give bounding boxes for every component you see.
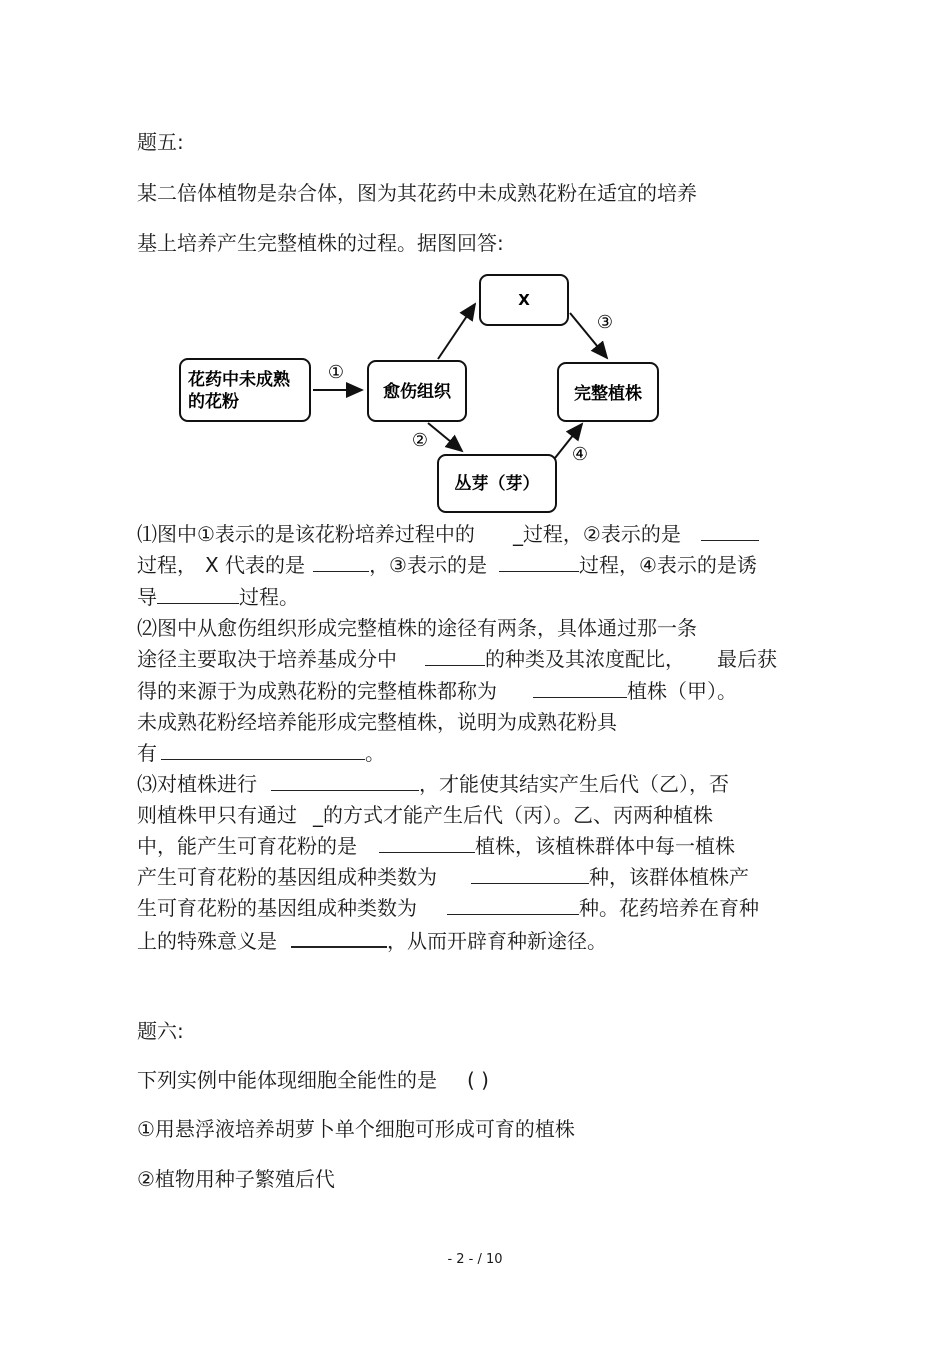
answer-blank[interactable] (271, 772, 419, 791)
answer-blank[interactable] (379, 834, 475, 853)
answer-parentheses[interactable]: ( ) (467, 1068, 489, 1092)
answer-blank[interactable] (701, 522, 759, 541)
answer-blank[interactable] (447, 896, 579, 915)
answer-blank[interactable] (471, 865, 589, 884)
question-6-title: 题六: (137, 1019, 184, 1043)
callus-label: 愈伤组织 (383, 382, 451, 402)
pollen-label-line1: 花药中未成熟 (188, 370, 290, 390)
option-2: ②植物用种子繁殖后代 (137, 1167, 335, 1191)
answer-blank[interactable] (499, 553, 579, 572)
part-2-line4: 未成熟花粉经培养能形成完整植株，说明为成熟花粉具 (137, 710, 617, 734)
question-5-title: 题五: (137, 130, 184, 154)
answer-blank[interactable] (161, 741, 365, 760)
pollen-label-line2: 的花粉 (188, 392, 239, 412)
part-1-line1: ⑴图中①表示的是该花粉培养过程中的 _过程，②表示的是 (137, 522, 759, 546)
part-2-line2: 途径主要取决于培养基成分中 的种类及其浓度配比， 最后获 (137, 647, 777, 671)
plant-label: 完整植株 (574, 384, 642, 404)
part-2-line3: 得的来源于为成熟花粉的完整植株都称为 植株（甲）。 (137, 679, 737, 703)
page-number: - 2 - / 10 (447, 1252, 503, 1267)
part-1-line2: 过程， X 代表的是 ，③表示的是 过程，④表示的是诱 (137, 553, 757, 577)
answer-blank[interactable] (157, 585, 239, 604)
part-2-line5: 有 。 (137, 741, 385, 765)
part-2-line1: ⑵图中从愈伤组织形成完整植株的途径有两条，具体通过那一条 (137, 616, 697, 640)
step-3-label: ③ (596, 312, 614, 333)
question-6-stem: 下列实例中能体现细胞全能性的是 ( ) (137, 1068, 489, 1092)
bud-label: 丛芽（芽） (454, 474, 540, 494)
step-2-label: ② (411, 430, 429, 451)
pollen-culture-diagram (170, 268, 670, 518)
step-1-label: ① (327, 362, 345, 383)
answer-blank[interactable] (313, 553, 369, 572)
option-1: ①用悬浮液培养胡萝卜单个细胞可形成可育的植株 (137, 1117, 575, 1141)
answer-blank[interactable] (291, 928, 387, 948)
part-1-line3: 导 过程。 (137, 585, 299, 609)
step-4-label: ④ (571, 444, 589, 465)
part-3-line4: 产生可育花粉的基因组成种类数为 种，该群体植株产 (137, 865, 749, 889)
question-5-intro-line1: 某二倍体植物是杂合体，图为其花药中未成熟花粉在适宜的培养 (137, 181, 697, 205)
part-3-line5: 生可育花粉的基因组成种类数为 种。花药培养在育种 (137, 896, 759, 920)
question-5-intro-line2: 基上培养产生完整植株的过程。据图回答: (137, 231, 504, 255)
part-3-line3: 中，能产生可育花粉的是 植株，该植株群体中每一植株 (137, 834, 735, 858)
answer-blank[interactable] (425, 647, 485, 666)
part-3-line2: 则植株甲只有通过 _的方式才能产生后代（丙）。乙、丙两种植株 (137, 803, 713, 827)
arrow-2 (428, 423, 462, 451)
part-3-line1: ⑶对植株进行 ，才能使其结实产生后代（乙），否 (137, 772, 729, 796)
x-label: X (518, 291, 530, 309)
arrow-to-x (438, 304, 475, 359)
answer-blank[interactable] (533, 679, 627, 698)
part-3-line6: 上的特殊意义是 ，从而开辟育种新途径。 (137, 929, 607, 953)
